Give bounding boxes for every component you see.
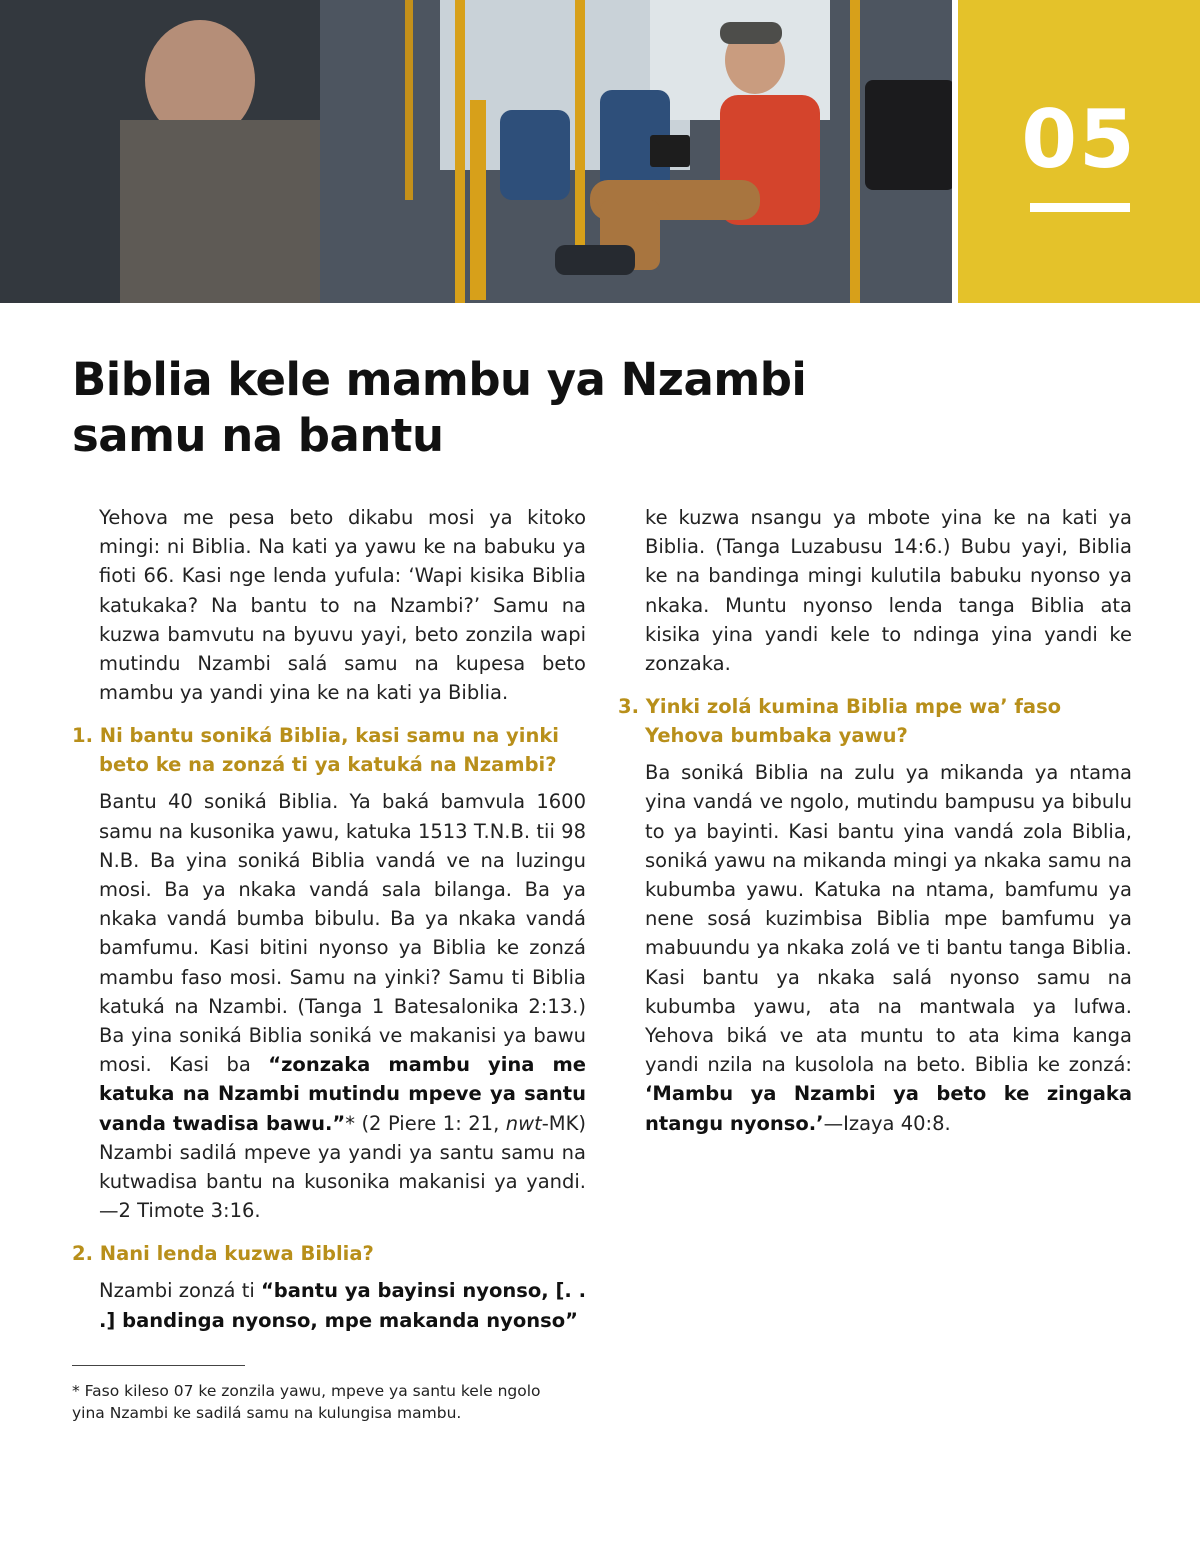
- question-1-answer: Bantu 40 soniká Biblia. Ya baká bamvula 1600 samu na kusonika yawu, katuka 1513 T.N.B. tii 98 N.B. Ba yina soniká Biblia vandá ve na luzingu mosi. Ba ya nkaka vandá sala bilanga. Ba ya nkaka vandá bumba bibulu. Ba ya nkaka vandá bamfumu. Kasi bitini nyonso ya Biblia ke zonzá mambu faso mosi. Samu na yinki? Samu ti Biblia katuká na Nzambi. (Tanga 1 Batesalonika 2:13.) Ba yina soniká Biblia soniká ve makanisi ya bawu mosi. Kasi ba “zonzaka mambu yina me katuka na Nzambi mutindu mpeve ya santu vanda twadisa bawu.”* (2 Piere 1: 21, nwt-MK) Nzambi sadilá mpeve ya yandi ya santu samu na kutwadisa bantu na kusonika makanisi ya yandi.—2 Timote 3:16.: [99, 790, 587, 1223]
- chapter-badge: [958, 0, 1200, 303]
- left-column: [72, 503, 586, 1335]
- question-2-answer-part2: ke kuzwa nsangu ya mbote yina ke na kati ya Biblia. (Tanga Luzabusu 14:6.) Bubu yayi, Biblia ke na bandinga mingi kulutila babuku nyonso ya nkaka. Muntu nyonso lenda tanga Biblia ata kisika yina yandi kele to ndinga yina yandi ke zonzaka.: [645, 506, 1132, 676]
- question-1-heading: 1. Ni bantu soniká Biblia, kasi samu na yinki beto ke na zonzá ti ya katuká na Nzambi?: [72, 724, 559, 777]
- footnote-divider: [72, 1365, 245, 1366]
- footnote: * Faso kileso 07 ke zonzila yawu, mpeve ya santu kele ngolo yina Nzambi ke sadilá samu na kulungisa mambu.: [72, 1382, 541, 1422]
- question-3-answer: Ba soniká Biblia na zulu ya mikanda ya ntama yina vandá ve ngolo, mutindu bampusu ya bibulu to ya bayinti. Kasi bantu yina vandá zola Biblia, soniká yawu na mikanda mingi ya nkaka samu na kubumba yawu. Katuka na ntama, bamfumu ya nene sosá kuzimbisa Biblia mpe bamfumu ya mabuundu ya nkaka zolá ve ti bantu tanga Biblia. Kasi bantu ya nkaka salá nyonso samu na kubumba yawu, ata na mantwala ya lufwa. Yehova biká ve ata muntu to ata kima kanga yandi nzila na kusolola na beto. Biblia ke zonzá: ‘Mambu ya Nzambi ya beto ke zingaka ntangu nyonso.’—Izaya 40:8.: [645, 761, 1132, 1135]
- question-2-answer-part1: Nzambi zonzá ti “bantu ya bayinsi nyonso, [. . .] bandinga nyonso, mpe makanda nyonso”: [99, 1279, 586, 1332]
- hero-photo: [0, 0, 952, 303]
- chapter-underline: [1030, 203, 1130, 212]
- quote-2-piere: “zonzaka mambu yina me katuka na Nzambi mutindu mpeve ya santu vanda twadisa bawu.”: [99, 1053, 586, 1135]
- quote-izaya: ‘Mambu ya Nzambi ya beto ke zingaka ntangu nyonso.’: [645, 1082, 1132, 1135]
- page-title: [72, 352, 872, 464]
- right-column: [618, 503, 1132, 1138]
- title-line-1: Biblia kele mambu ya Nzambi: [72, 353, 807, 406]
- question-2-heading: 2. Nani lenda kuzwa Biblia?: [72, 1242, 374, 1266]
- chapter-number: 05: [1021, 93, 1137, 186]
- bus-scene-illustration: [0, 0, 952, 303]
- intro-paragraph: Yehova me pesa beto dikabu mosi ya kitoko mingi: ni Biblia. Na kati ya yawu ke na babuku ya fioti 66. Kasi nge lenda yufula: ‘Wapi kisika Biblia katukaka? Na bantu to na Nzambi?’ Samu na kuzwa bamvutu na byuvu yayi, beto zonzila wapi mutindu Nzambi salá samu na kupesa beto mambu ya yandi yina ke na kati ya Biblia.: [99, 506, 586, 705]
- question-3-heading: 3. Yinki zolá kumina Biblia mpe wa’ faso Yehova bumbaka yawu?: [618, 695, 1062, 748]
- quote-luzabusu: “bantu ya bayinsi nyonso, [. . .] bandinga nyonso, mpe makanda nyonso”: [99, 1279, 586, 1332]
- title-line-2: samu na bantu: [72, 409, 444, 462]
